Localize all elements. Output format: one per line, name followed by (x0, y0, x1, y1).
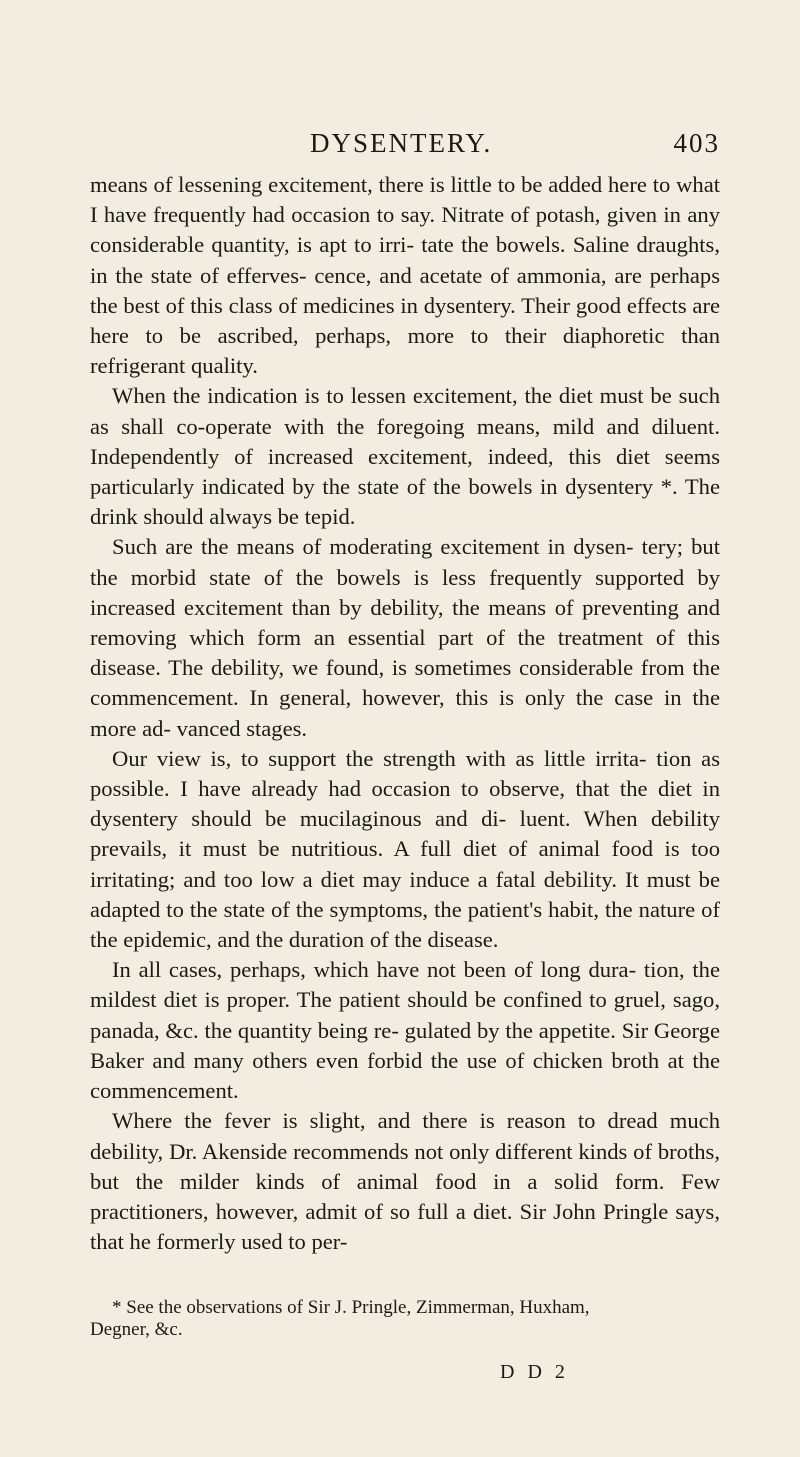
paragraph-3: Such are the means of moderating excitement in dysen- tery; but the morbid state of the bowels is less frequently supported by increased excitement than by debility, the means of preventing and removing which form an essential part of the treatment of this disease. The debility, we found, is sometimes considerable from the commencement. In general, however, this is only the case in the more ad- vanced stages. (90, 534, 720, 741)
running-head (90, 128, 720, 164)
running-title: DYSENTERY. (310, 128, 493, 158)
page-number: 403 (673, 128, 720, 158)
paragraph-1: means of lessening excitement, there is little to be added here to what I have frequently had occasion to say. Nitrate of potash, given in any considerable quantity, is apt to irri- tate the bowels. Saline draughts, in the state of efferves- cence, and acetate of ammonia, are perhaps the best of this class of medicines in dysentery. Their good effects are here to be ascribed, perhaps, more to their diaphoretic than refrigerant quality. (90, 172, 720, 379)
footnote (90, 1297, 720, 1341)
signature-mark: D D 2 (500, 1361, 569, 1384)
paragraph-5: In all cases, perhaps, which have not been of long dura- tion, the mildest diet is proper. The patient should be confined to gruel, sago, panada, &c. the quantity being re- gulated by the appetite. Sir George Baker and many others even forbid the use of chicken broth at the commencement. (90, 957, 720, 1104)
paragraph-4: Our view is, to support the strength with as little irrita- tion as possible. I have already had occasion to observe, that the diet in dysentery should be mucilaginous and di- luent. When debility prevails, it must be nutritious. A full diet of animal food is too irritating; and too low a diet may induce a fatal debility. It must be adapted to the state of the symptoms, the patient's habit, the nature of the epidemic, and the duration of the disease. (90, 745, 720, 953)
body-text (90, 170, 720, 1257)
paragraph-6: Where the fever is slight, and there is reason to dread much debility, Dr. Akenside recommends not only different kinds of broths, but the milder kinds of animal food in a solid form. Few practitioners, however, admit of so full a diet. Sir John Pringle says, that he formerly used to per- (90, 1108, 720, 1255)
footnote-line-1: * See the observations of Sir J. Pringle, Zimmerman, Huxham, (112, 1297, 590, 1319)
paragraph-2: When the indication is to lessen excitement, the diet must be such as shall co-operate with the foregoing means, mild and diluent. Independently of increased excitement, indeed, this diet seems particularly indicated by the state of the bowels in dysentery *. The drink should always be tepid. (90, 383, 720, 530)
footnote-line-2: Degner, &c. (90, 1319, 183, 1341)
